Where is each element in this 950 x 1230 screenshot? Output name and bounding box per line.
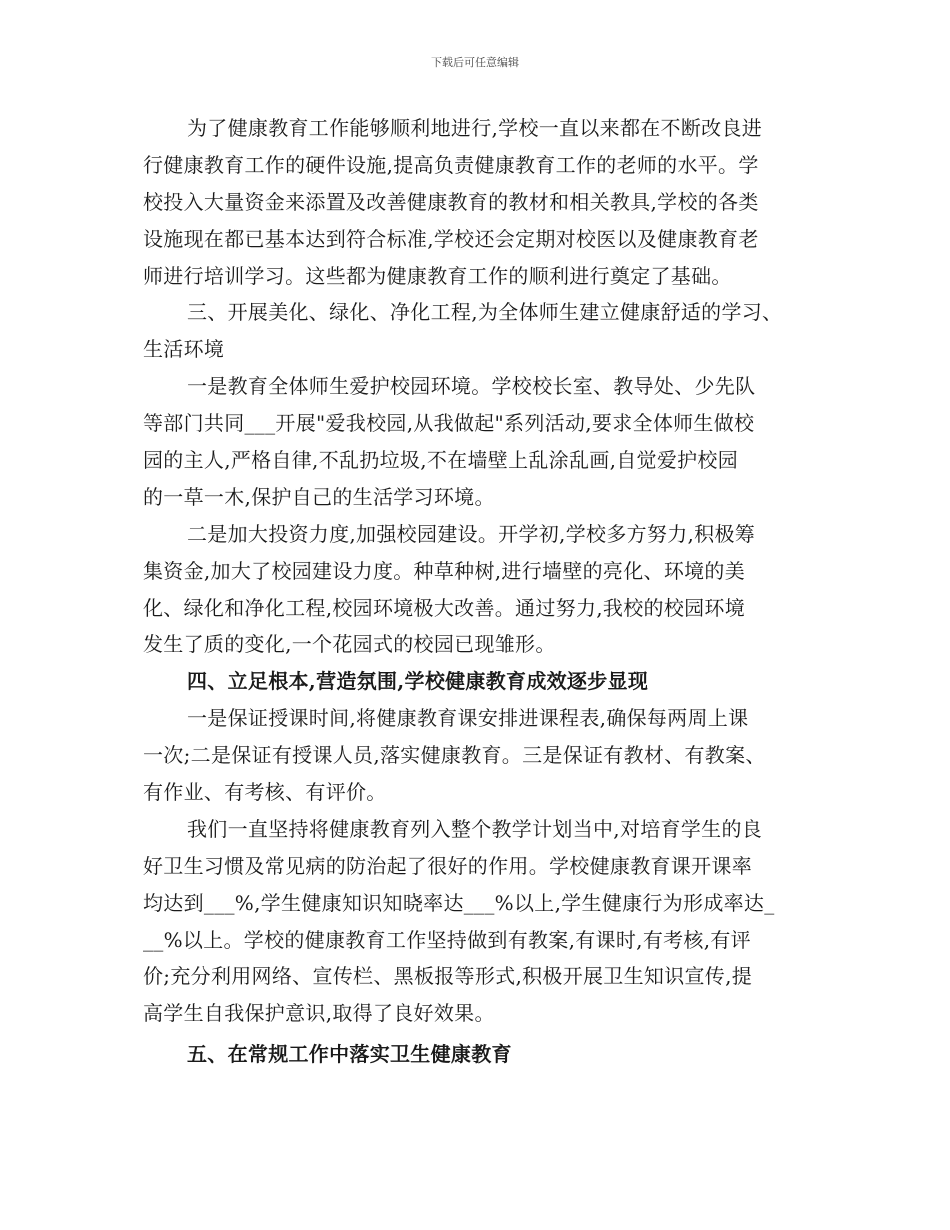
paragraph-line: 一次;二是保证有授课人员,落实健康教育。三是保证有教材、有教案、 <box>143 743 766 768</box>
paragraph-line: 为了健康教育工作能够顺利地进行,学校一直以来都在不断改良进 <box>187 116 763 140</box>
section-heading-4: 四、立足根本,营造氛围,学校健康教育成效逐步显现 <box>187 669 649 694</box>
paragraph-line: 一是保证授课时间,将健康教育课安排进课程表,确保每两周上课 <box>187 706 749 731</box>
paragraph-line: 等部门共同___开展"爱我校园,从我做起"系列活动,要求全体师生做校 <box>143 411 755 436</box>
paragraph-line: 园的主人,严格自律,不乱扔垃圾,不在墙壁上乱涂乱画,自觉爱护校园 <box>143 448 739 473</box>
document-body <box>143 110 823 1073</box>
paragraph-line: 化、绿化和净化工程,校园环境极大改善。通过努力,我校的校园环境 <box>143 595 746 620</box>
paragraph-line: 一是教育全体师生爱护校园环境。学校校长室、教导处、少先队 <box>187 374 756 399</box>
page-header-note: 下载后可任意编辑 <box>431 56 519 69</box>
paragraph-line: 有作业、有考核、有评价。 <box>143 780 387 805</box>
paragraph-line: 均达到___%,学生健康知识知晓率达___%以上,学生健康行为形成率达_ <box>143 890 775 915</box>
section-heading-3: 三、开展美化、绿化、净化工程,为全体师生建立健康舒适的学习、 <box>187 300 783 325</box>
paragraph-line: 我们一直坚持将健康教育列入整个教学计划当中,对培育学生的良 <box>187 816 763 841</box>
paragraph-line: 高学生自我保护意识,取得了良好效果。 <box>143 1001 495 1026</box>
paragraph-line: __%以上。学校的健康教育工作坚持做到有教案,有课时,有考核,有评 <box>143 927 751 952</box>
paragraph-line: 的一草一木,保护自己的生活学习环境。 <box>143 484 495 509</box>
paragraph-line: 价;充分利用网络、宣传栏、黑板报等形式,积极开展卫生知识宣传,提 <box>143 964 753 989</box>
paragraph-line: 集资金,加大了校园建设力度。种草种树,进行墙壁的亮化、环境的美 <box>143 558 746 583</box>
section-heading-3-cont: 生活环境 <box>143 337 225 362</box>
section-heading-5: 五、在常规工作中落实卫生健康教育 <box>187 1042 512 1067</box>
paragraph-line: 校投入大量资金来添置及改善健康教育的教材和相关教具,学校的各类 <box>143 189 759 214</box>
paragraph-line: 二是加大投资力度,加强校园建设。开学初,学校多方努力,积极筹 <box>187 521 756 546</box>
paragraph-line: 师进行培训学习。这些都为健康教育工作的顺利进行奠定了基础。 <box>143 263 732 288</box>
paragraph-line: 好卫生习惯及常见病的防治起了很好的作用。学校健康教育课开课率 <box>143 853 752 878</box>
paragraph-line: 设施现在都已基本达到符合标准,学校还会定期对校医以及健康教育老 <box>143 226 759 251</box>
paragraph-line: 行健康教育工作的硬件设施,提高负责健康教育工作的老师的水平。学 <box>143 152 759 177</box>
paragraph-line: 发生了质的变化,一个花园式的校园已现雏形。 <box>143 632 556 657</box>
